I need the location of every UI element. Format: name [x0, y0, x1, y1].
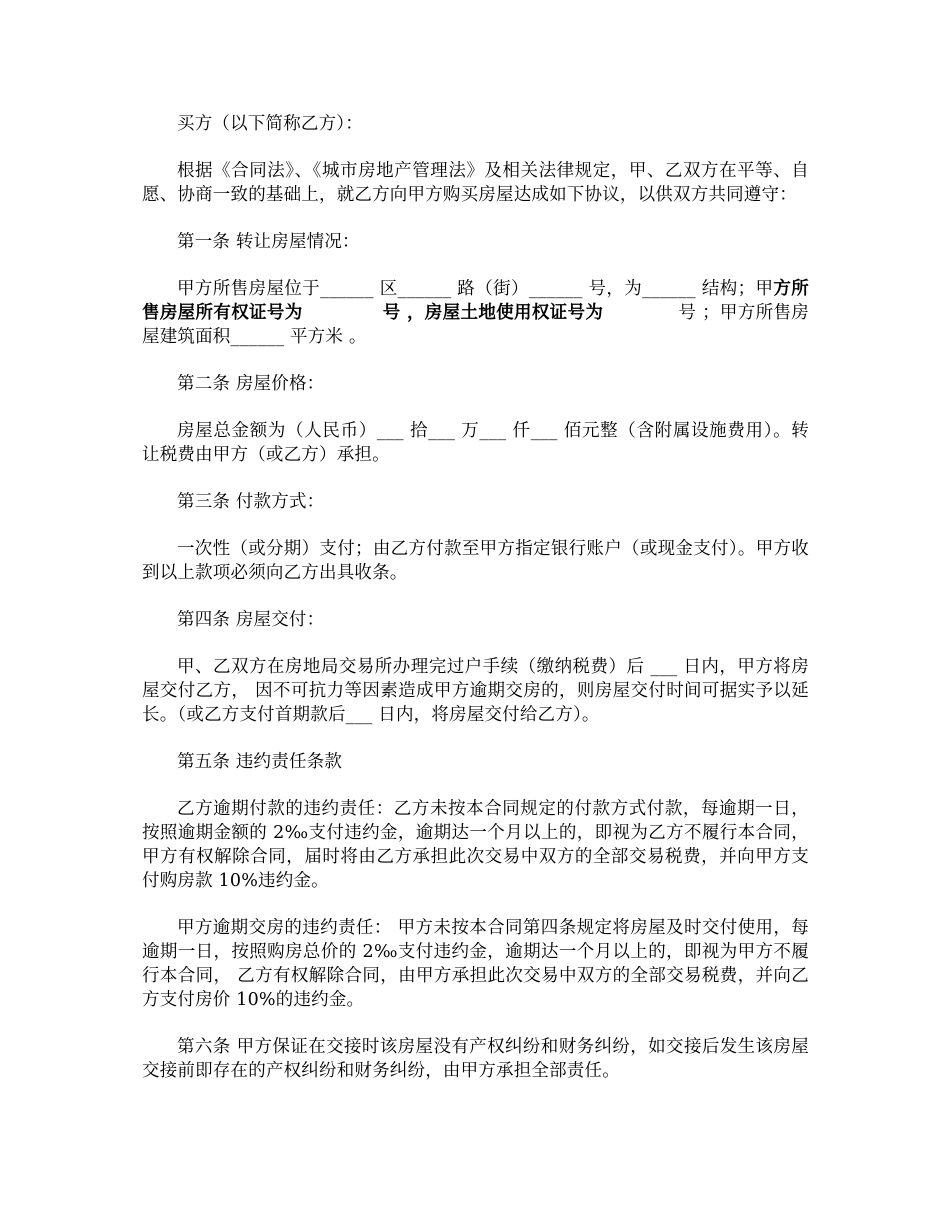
article-1-title: 第一条 转让房屋情况： [177, 232, 360, 252]
article-1-location: 甲方所售房屋位于______ 区______ 路（街）______ 号，为______ 结构；甲 [177, 279, 774, 299]
article-1-area: 号 ；甲方所售房屋建筑面积______ 平方米 。 [142, 303, 809, 347]
article-5-buyer-breach: 乙方逾期付款的违约责任：乙方未按本合同规定的付款方式付款，每逾期一日，按照逾期金额的 2‰支付违约金，逾期达一个月以上的，即视为乙方不履行本合同，甲方有权解除合同，届时将由乙方承担此次交易中双方的全部交易税费，并向甲方支付购房款 10%违约金。 [142, 799, 809, 891]
article-1-ownership-label: 方所售房屋所有权证号为 [142, 279, 809, 323]
article-1-land-label: 号 ，房屋土地使用权证号为 [382, 303, 604, 323]
article-5-title: 第五条 违约责任条款 [177, 752, 343, 772]
contract-page [142, 112, 809, 1106]
article-2-title: 第二条 房屋价格： [177, 374, 325, 394]
intro-paragraph: 根据《合同法》、《城市房地产管理法》及相关法律规定，甲、乙双方在平等、自愿、协商一致的基础上，就乙方向甲方购买房屋达成如下协议，以供双方共同遵守： [142, 161, 809, 205]
article-3-title: 第三条 付款方式： [177, 492, 325, 512]
article-2-body: 房屋总金额为（人民币）___ 拾___ 万___ 仟___ 佰元整（含附属设施费用）。转让税费由甲方（或乙方）承担。 [142, 421, 809, 465]
article-3-body: 一次性（或分期）支付；由乙方付款至甲方指定银行账户（或现金支付）。甲方收到以上款项必须向乙方出具收条。 [142, 539, 809, 583]
article-4-body: 甲、乙双方在房地局交易所办理完过户手续（缴纳税费）后 ___ 日内，甲方将房屋交付乙方， 因不可抗力等因素造成甲方逾期交房的，则房屋交付时间可据实予以延长。（或乙方支付首期款后___ 日内，将房屋交付给乙方）。 [142, 657, 809, 725]
buyer-line: 买方（以下简称乙方）： [177, 114, 363, 134]
article-6-body: 第六条 甲方保证在交接时该房屋没有产权纠纷和财务纠纷，如交接后发生该房屋交接前即存在的产权纠纷和财务纠纷，由甲方承担全部责任。 [142, 1037, 809, 1081]
article-1-body [142, 277, 809, 349]
article-4-title: 第四条 房屋交付： [177, 610, 325, 630]
article-5-seller-breach: 甲方逾期交房的违约责任： 甲方未按本合同第四条规定将房屋及时交付使用，每逾期一日，按照购房总价的 2‰支付违约金，逾期达一个月以上的，即视为甲方不履行本合同， 乙方有权解除合同，由甲方承担此次交易中双方的全部交易税费，并向乙方支付房价 10%的违约金。 [142, 918, 809, 1010]
